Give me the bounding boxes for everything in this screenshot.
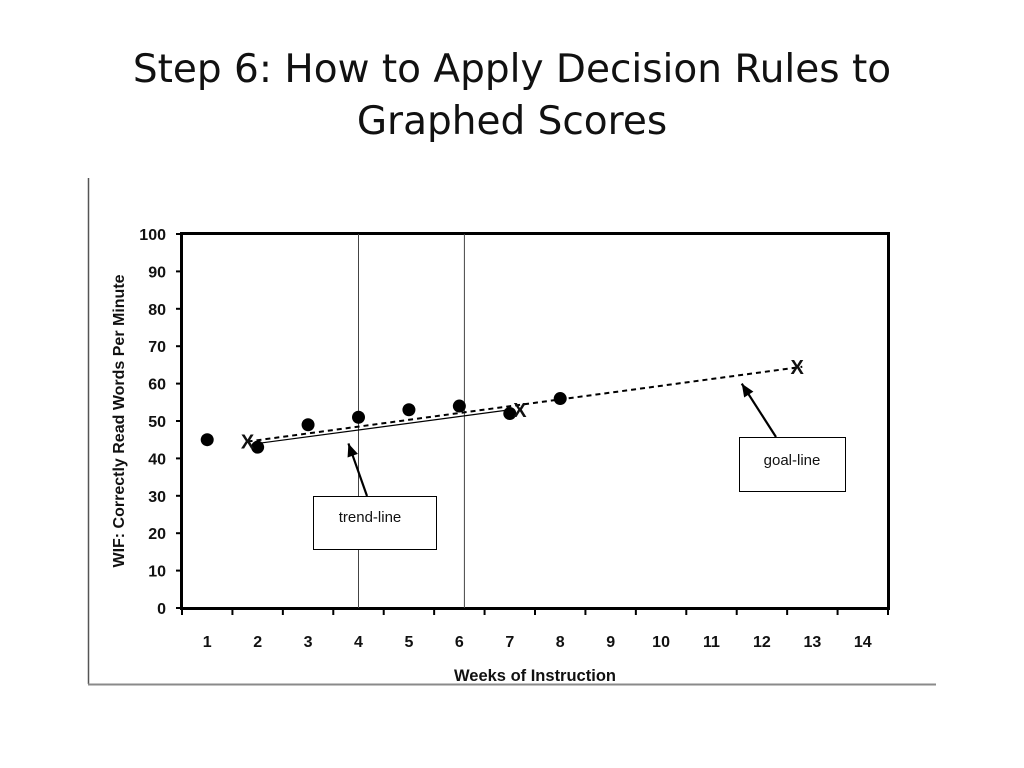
y-tick-label: 10 xyxy=(148,563,166,581)
x-tick-label: 12 xyxy=(753,634,771,651)
goal-line-label: goal-line xyxy=(763,452,821,469)
goal-line-arrow-head xyxy=(742,384,754,398)
goal-line-arrow xyxy=(742,384,776,437)
x-tick-label: 14 xyxy=(853,634,872,651)
data-point xyxy=(302,418,315,431)
vertical-markers xyxy=(359,234,465,608)
x-tick-label: 3 xyxy=(303,634,313,651)
goal-marker-x: X xyxy=(790,356,804,379)
y-tick-label: 40 xyxy=(148,451,166,469)
data-point xyxy=(201,433,214,446)
y-tick-label: 0 xyxy=(157,601,166,618)
trend-line-arrow xyxy=(348,443,367,496)
x-tick-label: 10 xyxy=(652,634,670,651)
y-tick-label: 50 xyxy=(148,414,166,431)
x-tick-label: 13 xyxy=(803,634,822,651)
x-axis-title: Weeks of Instruction xyxy=(454,667,616,685)
y-tick-label: 20 xyxy=(148,526,166,544)
goal-marker-x: X xyxy=(240,431,255,454)
x-tick-label: 6 xyxy=(454,634,464,651)
trend-line-arrow-head xyxy=(348,443,358,457)
x-tick-label: 8 xyxy=(555,634,565,651)
x-tick-label: 5 xyxy=(404,634,414,651)
slide-title-line-2: Graphed Scores xyxy=(356,99,668,144)
x-tick-label: 2 xyxy=(253,634,263,651)
trend-line xyxy=(258,410,510,444)
y-tick-label: 80 xyxy=(148,301,166,319)
data-point xyxy=(453,400,466,413)
y-tick-label: 70 xyxy=(148,339,166,357)
x-axis xyxy=(182,608,888,651)
x-tick-label: 9 xyxy=(606,634,616,651)
y-axis-title: WIF: Correctly Read Words Per Minute xyxy=(111,274,128,568)
plot-area xyxy=(182,234,889,609)
x-tick-label: 7 xyxy=(505,634,515,651)
y-tick-label: 90 xyxy=(148,264,166,282)
y-tick-label: 60 xyxy=(148,376,166,394)
x-tick-label: 11 xyxy=(703,634,720,651)
data-point xyxy=(402,403,415,416)
data-point xyxy=(554,392,567,405)
slide-title-line-1: Step 6: How to Apply Decision Rules to xyxy=(132,47,892,92)
x-tick-label: 4 xyxy=(354,634,363,651)
goal-marker-x: X xyxy=(513,399,527,422)
y-tick-label: 30 xyxy=(148,488,166,506)
goal-markers xyxy=(241,357,805,454)
x-tick-label: 1 xyxy=(202,634,212,651)
y-tick-label: 100 xyxy=(139,227,166,244)
y-axis xyxy=(139,227,182,618)
trend-line-label: trend-line xyxy=(338,509,402,526)
data-point xyxy=(352,411,365,424)
